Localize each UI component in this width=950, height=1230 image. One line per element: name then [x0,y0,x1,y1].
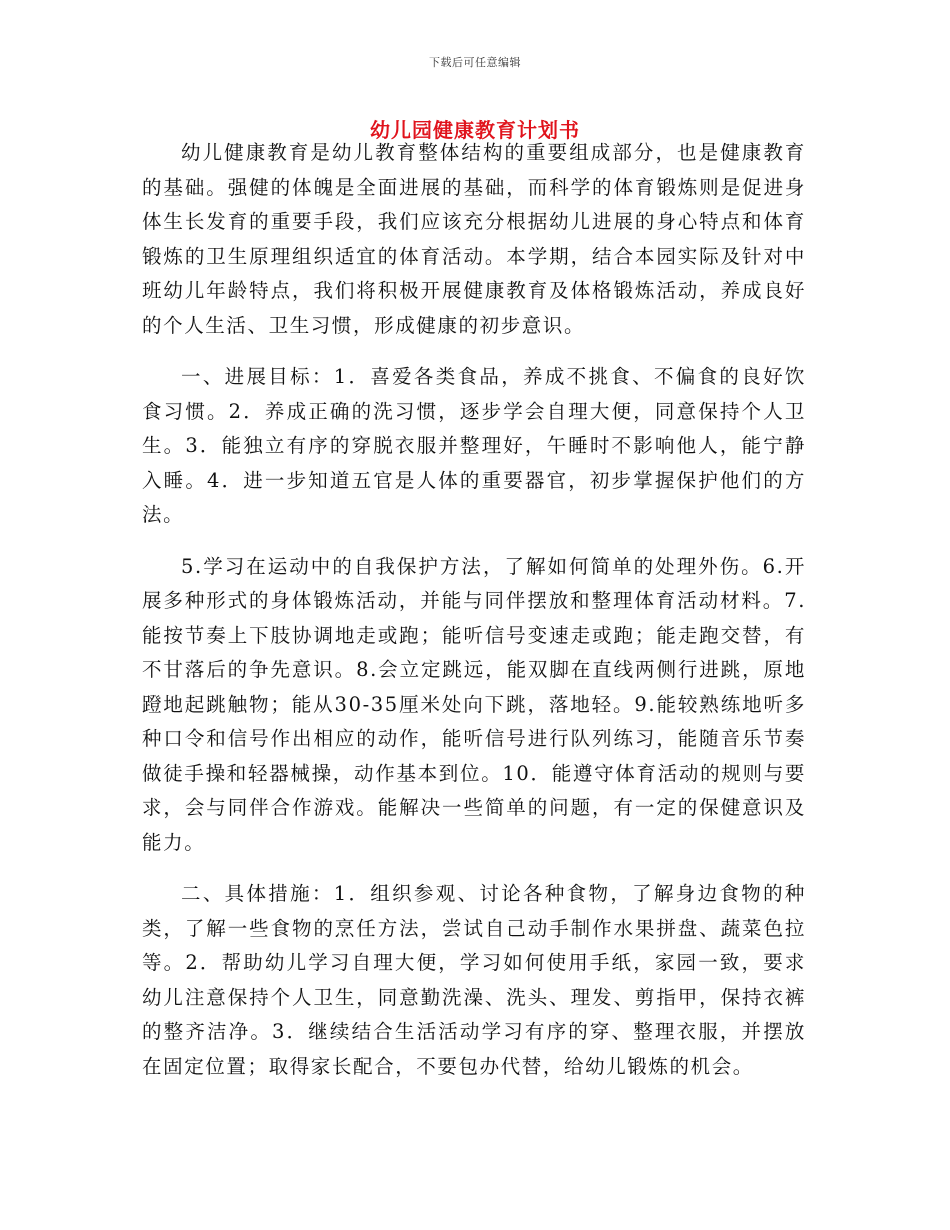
document-body [142,136,806,1084]
paragraph-goals: 一、进展目标：1．喜爱各类食品，养成不挑食、不偏食的良好饮食习惯。2．养成正确的洗习惯，逐步学会自理大便，同意保持个人卫生。3．能独立有序的穿脱衣服并整理好，午睡时不影响他人，能宁静入睡。4．进一步知道五官是人体的重要器官，初步掌握保护他们的方法。 [142,365,806,526]
paragraph-intro: 幼儿健康教育是幼儿教育整体结构的重要组成部分，也是健康教育的基础。强健的体魄是全面进展的基础，而科学的体育锻炼则是促进身体生长发育的重要手段，我们应该充分根据幼儿进展的身心特点和体育锻炼的卫生原理组织适宜的体育活动。本学期，结合本园实际及针对中班幼儿年龄特点，我们将积极开展健康教育及体格锻炼活动，养成良好的个人生活、卫生习惯，形成健康的初步意识。 [142,141,806,337]
paragraph-goals-continued: 5.学习在运动中的自我保护方法，了解如何简单的处理外伤。6.开展多种形式的身体锻炼活动，并能与同伴摆放和整理体育活动材料。7.能按节奏上下肢协调地走或跑；能听信号变速走或跑；能走跑交替，有不甘落后的争先意识。8.会立定跳远，能双脚在直线两侧行进跳，原地蹬地起跳触物；能从30-35厘米处向下跳，落地轻。9.能较熟练地听多种口令和信号作出相应的动作，能听信号进行队列练习，能随音乐节奏做徒手操和轻器械操，动作基本到位。10．能遵守体育活动的规则与要求，会与同伴合作游戏。能解决一些简单的问题，有一定的保健意识及能力。 [142,554,806,854]
document-title: 幼儿园健康教育计划书 [370,118,580,142]
paragraph-measures: 二、具体措施：1．组织参观、讨论各种食物，了解身边食物的种类，了解一些食物的烹任方法，尝试自己动手制作水果拼盘、蔬菜色拉等。2．帮助幼儿学习自理大便，学习如何使用手纸，家园一致，要求幼儿注意保持个人卫生，同意勤洗澡、洗头、理发、剪指甲，保持衣裤的整齐洁净。3．继续结合生活活动学习有序的穿、整理衣服，并摆放在固定位置；取得家长配合，不要包办代替，给幼儿锻炼的机会。 [142,882,806,1078]
header-note: 下载后可任意编辑 [429,56,521,69]
